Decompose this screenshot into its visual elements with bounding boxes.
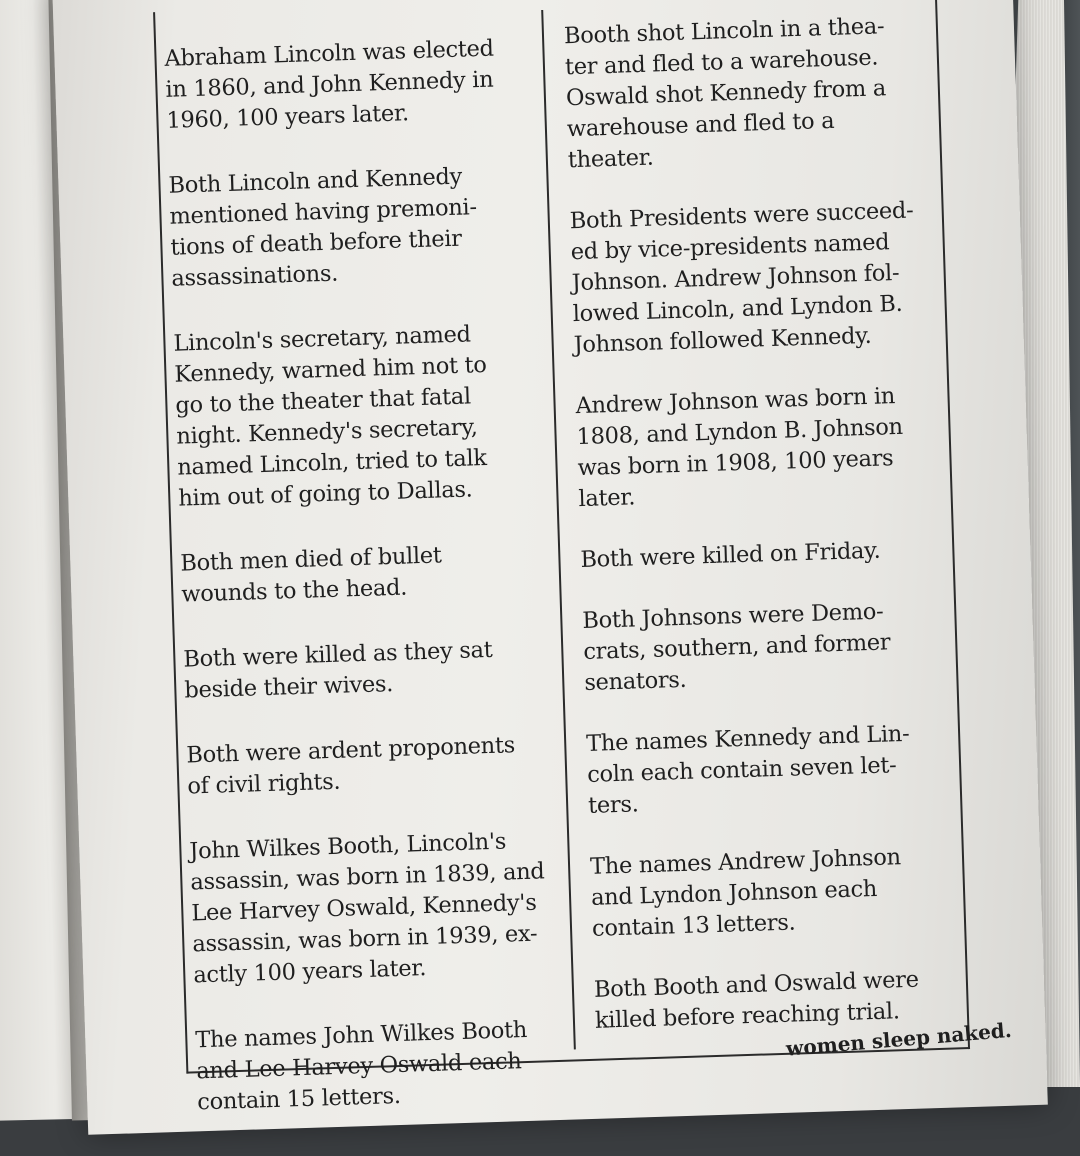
fact-paragraph: Both men died of bullet wounds to the head. [179,542,442,608]
book-page [52,0,1048,1135]
fact-paragraph: John Wilkes Booth, Lincoln's assassin, was born in 1839, and Lee Harvey Oswald, Kennedy's assassin, was born in 1939, ex- actly 100 years later. [189,828,545,989]
fact-paragraph: The names Kennedy and Lin- coln each contain seven let- ters. [585,720,910,819]
fact-paragraph: Both were killed as they sat beside their wives. [183,636,493,704]
fact-paragraph: Both were killed on Friday. [580,537,881,574]
fact-paragraph: Both Lincoln and Kennedy mentioned having premoni- tions of death before their assassinations. [168,163,478,292]
fact-paragraph: Booth shot Lincoln in a thea- ter and fled to a warehouse. Oswald shot Kennedy from a warehouse and fled to a theater. [563,13,887,174]
fact-paragraph: Lincoln's secretary, named Kennedy, warned him not to go to the theater that fatal night. Kennedy's secretary, named Lincoln, tried to talk him out of going to Dallas. [173,321,488,512]
fact-paragraph: Both Booth and Oswald were killed before reaching trial. [593,966,920,1034]
right-column [564,10,957,1067]
fact-paragraph: Abraham Lincoln was elected in 1860, and John Kennedy in 1960, 100 years later. [164,35,495,134]
fact-paragraph: Both were ardent proponents of civil rights. [186,732,516,800]
left-column [164,33,559,1153]
fact-paragraph: Both Johnsons were Demo- crats, southern, and former senators. [581,598,891,696]
fact-paragraph: Both Presidents were succeed- ed by vice-presidents named Johnson. Andrew Johnson fol- lowed Lincoln, and Lyndon B. Johnson followed Kennedy. [569,197,914,359]
fact-paragraph: Andrew Johnson was born in 1808, and Lyndon B. Johnson was born in 1908, 100 years later. [575,383,904,513]
footer-fragment: women sleep naked. [785,1017,1013,1061]
fact-paragraph: The names John Wilkes Booth and Lee Harvey Oswald each contain 15 letters. [194,1016,528,1116]
fact-paragraph: The names Andrew Johnson and Lyndon Johnson each contain 13 letters. [589,844,902,942]
